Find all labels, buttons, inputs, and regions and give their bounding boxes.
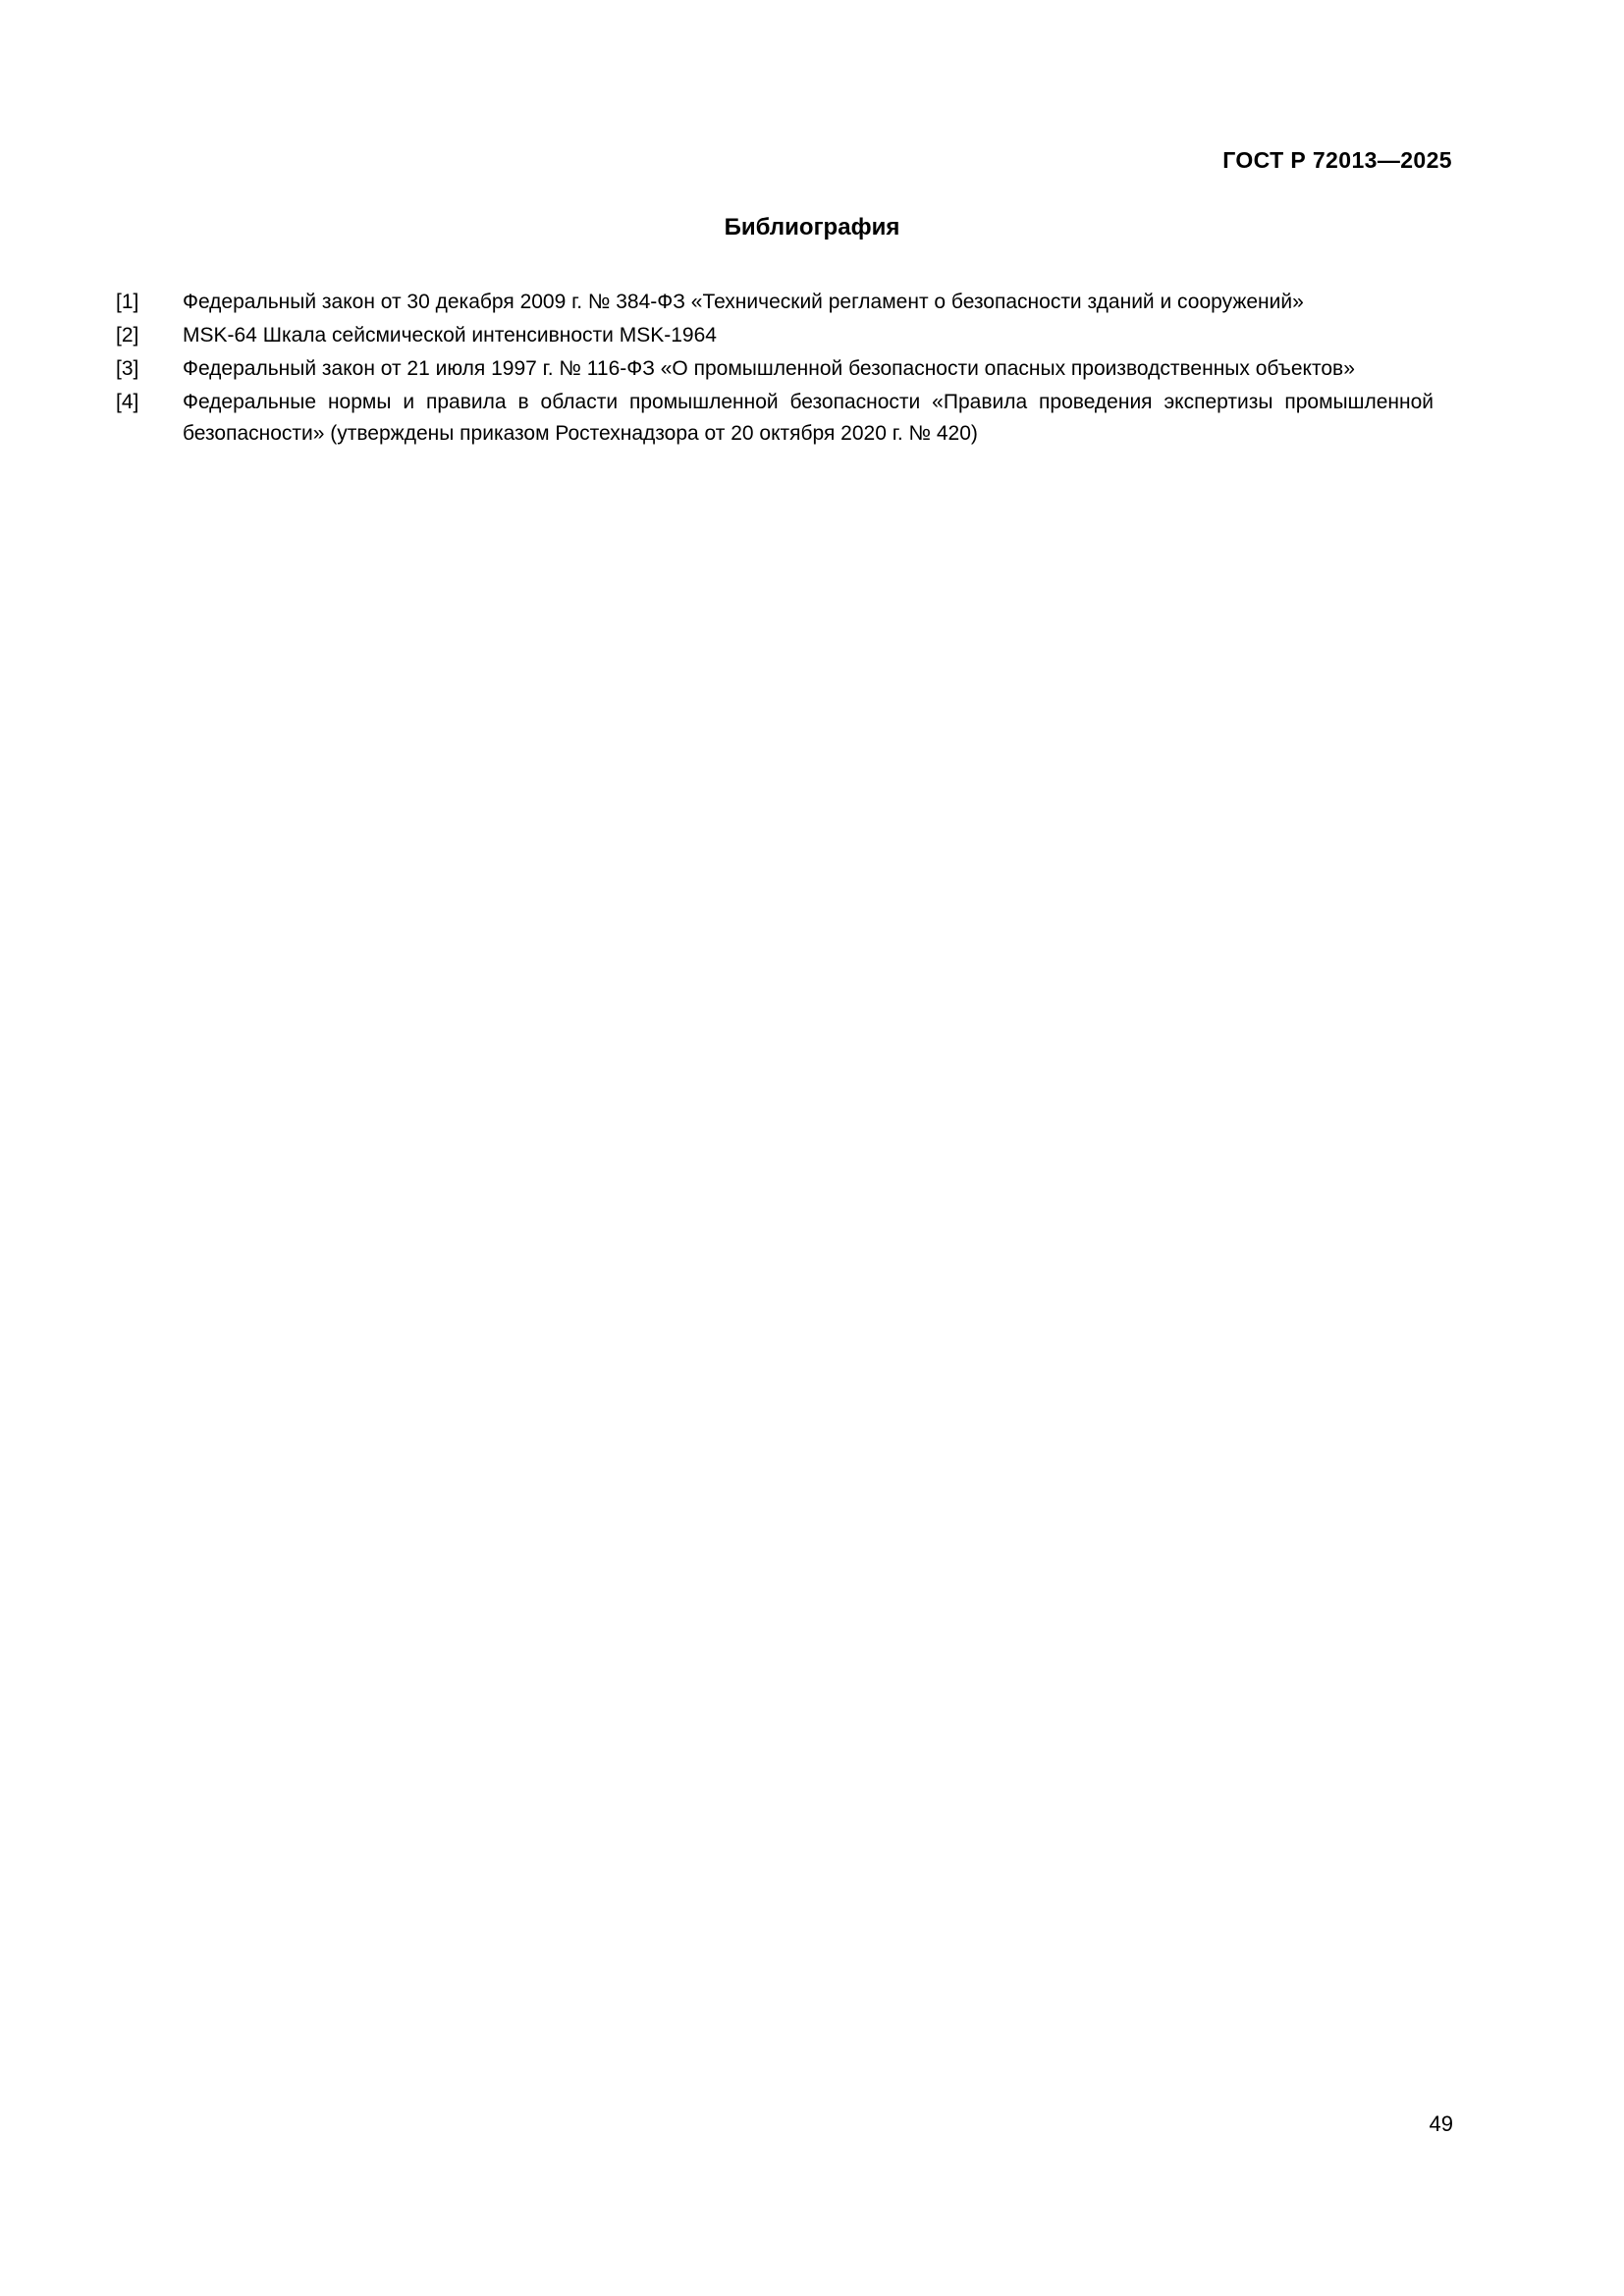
- bibliography-entry-text: Федеральный закон от 21 июля 1997 г. № 116-ФЗ «О промышленной безопасности опасных производственных объектов»: [183, 357, 1355, 380]
- bibliography-entry-text: MSK-64 Шкала сейсмической интенсивности MSK-1964: [183, 324, 717, 347]
- standard-designation-header: ГОСТ Р 72013—2025: [1222, 147, 1452, 173]
- list-item: [116, 353, 1451, 385]
- page-number: 49: [1429, 2111, 1453, 2136]
- bibliography-entry-text: Федеральные нормы и правила в области промышленной безопасности «Правила проведения экспертизы промышленной безопасности» (утверждены приказом Ростехнадзора от 20 октября 2020 г. № 420): [183, 391, 1434, 445]
- bibliography-entry-text: Федеральный закон от 30 декабря 2009 г. № 384-ФЗ «Технический регламент о безопасности зданий и сооружений»: [183, 291, 1304, 313]
- bibliography-marker: [4]: [116, 391, 139, 413]
- bibliography-marker: [2]: [116, 324, 139, 347]
- list-item: [116, 320, 1451, 351]
- page-title: Библиография: [724, 214, 900, 240]
- list-item: [116, 387, 1451, 450]
- list-item: [116, 287, 1451, 318]
- bibliography-list: [116, 287, 1451, 452]
- bibliography-marker: [3]: [116, 357, 139, 380]
- bibliography-marker: [1]: [116, 291, 139, 313]
